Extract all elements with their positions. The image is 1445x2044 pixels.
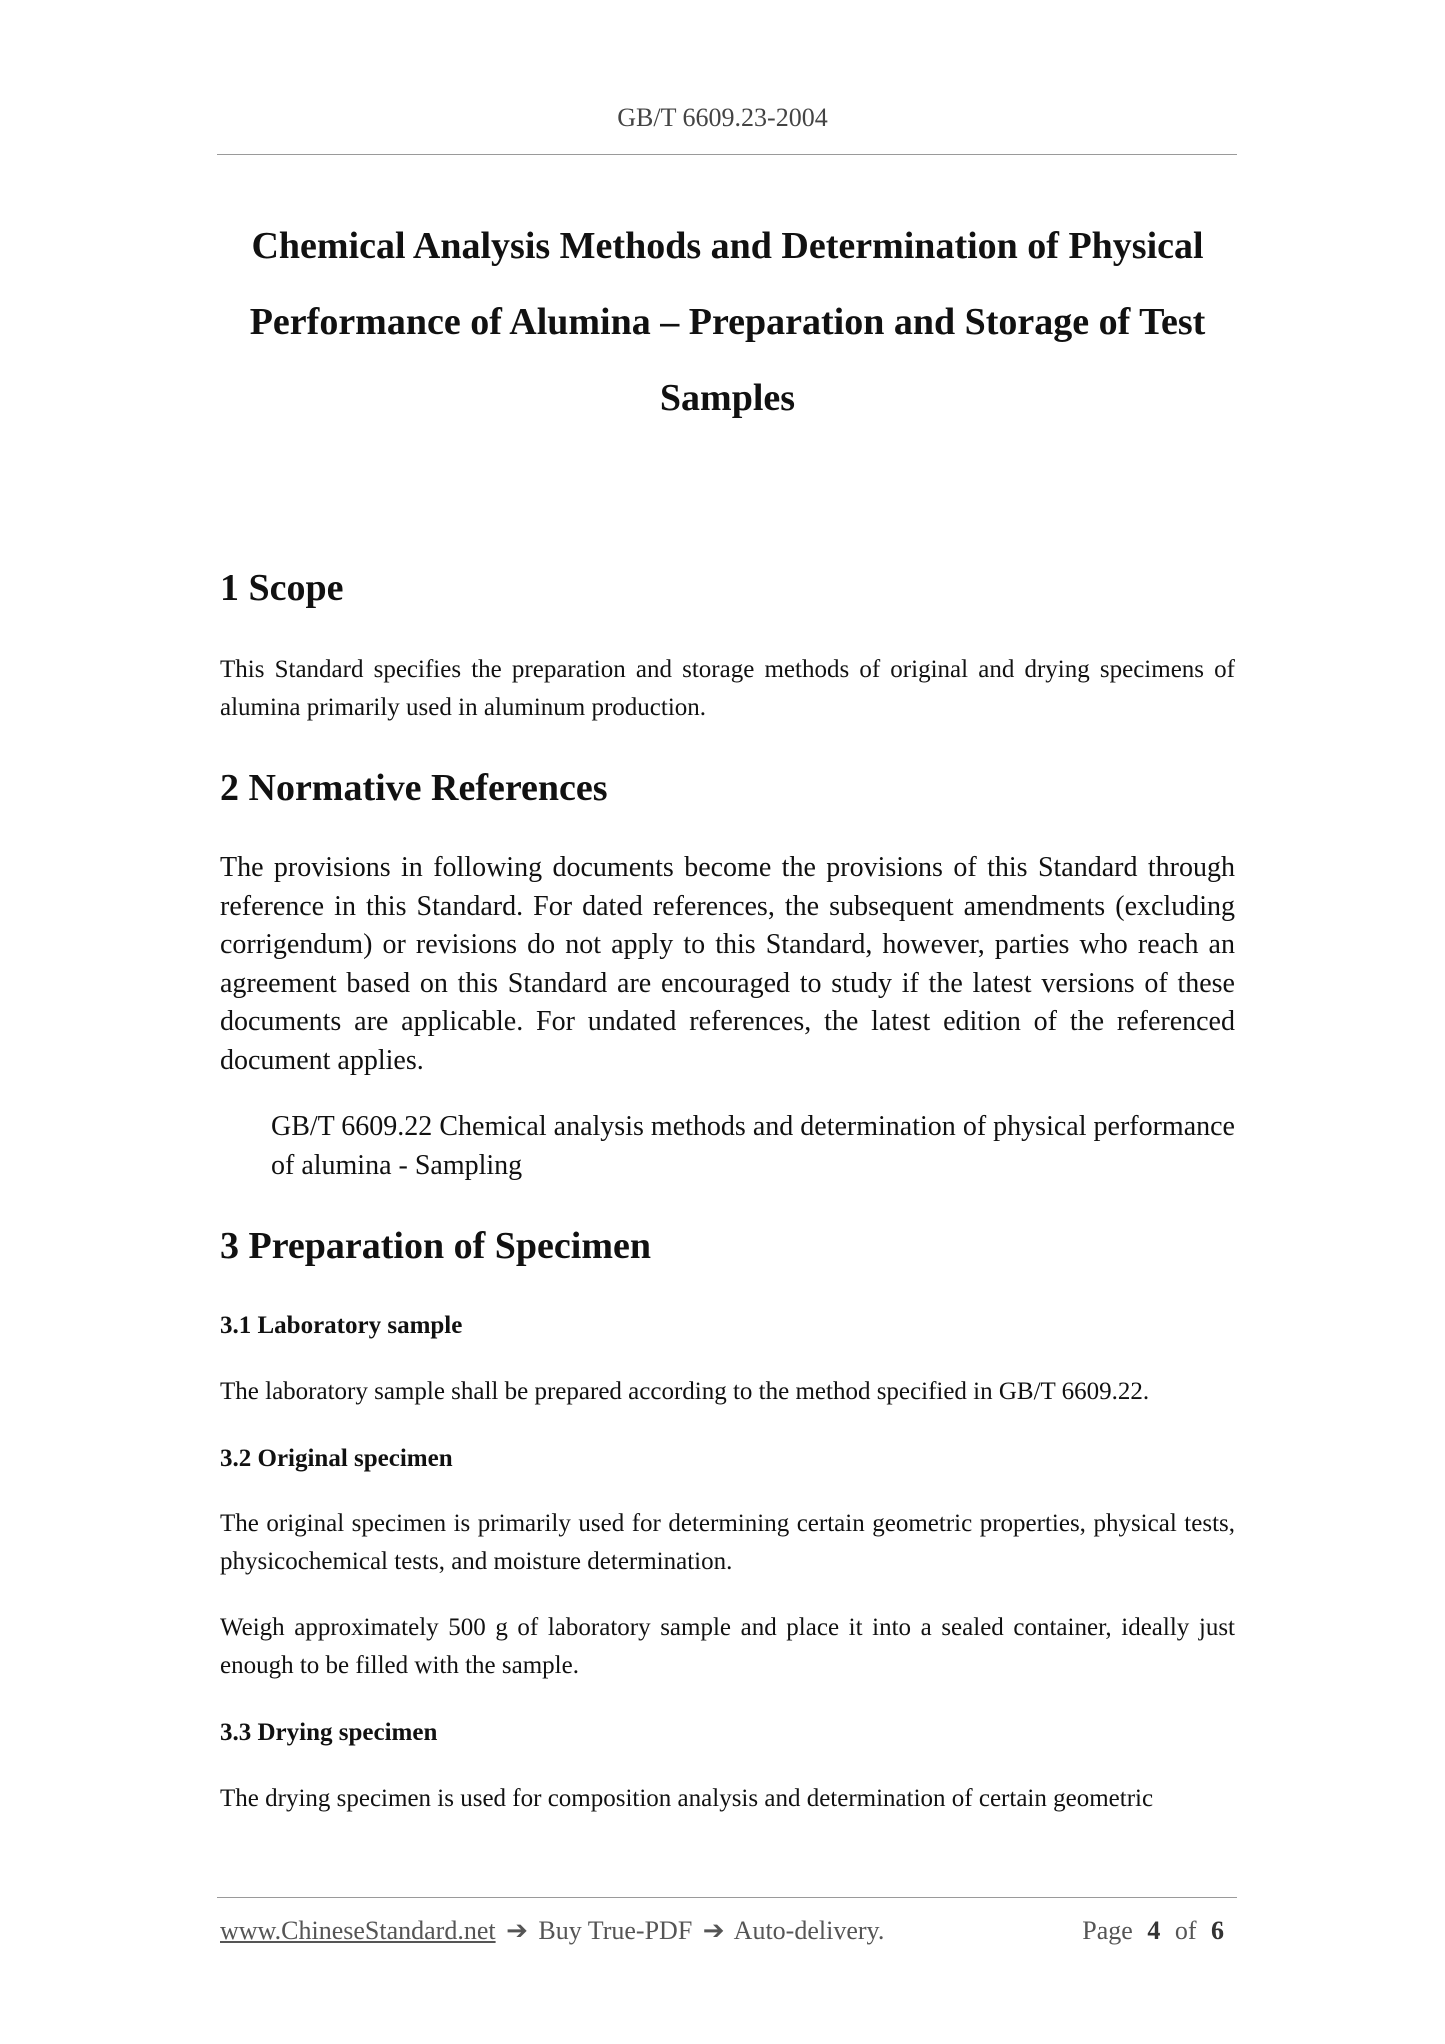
scope-paragraph: This Standard specifies the preparation and storage methods of original and drying specimens of alumina primarily used in aluminum production.: [220, 656, 1235, 721]
footer-divider: [217, 1897, 1237, 1898]
section-heading-scope: 1 Scope: [220, 567, 344, 609]
section-heading-preparation: 3 Preparation of Specimen: [220, 1225, 651, 1267]
arrow-right-icon: ➔: [506, 1916, 528, 1945]
subsection-heading-original-specimen: 3.2 Original specimen: [220, 1445, 453, 1472]
header-divider: [217, 154, 1237, 155]
page-total-number: 6: [1211, 1916, 1224, 1945]
normative-reference-item: GB/T 6609.22 Chemical analysis methods and determination of physical performance of alumina - Sampling: [271, 1111, 1235, 1181]
section-heading-normative-references: 2 Normative References: [220, 767, 608, 809]
subsection-heading-drying-specimen: 3.3 Drying specimen: [220, 1719, 438, 1746]
footer-website-link[interactable]: www.ChineseStandard.net: [220, 1916, 496, 1945]
document-body: [220, 556, 1235, 1818]
footer-delivery-text: Auto-delivery.: [733, 1916, 885, 1945]
drying-specimen-paragraph: The drying specimen is used for composition analysis and determination of certain geometric: [220, 1785, 1154, 1812]
page-current-number: 4: [1147, 1916, 1161, 1945]
original-specimen-paragraph-2: Weigh approximately 500 g of laboratory sample and place it into a sealed container, ideally just enough to be filled with the sample.: [220, 1614, 1235, 1679]
document-title: Chemical Analysis Methods and Determination of Physical Performance of Alumina – Preparation and Storage of Test Samples: [249, 225, 1206, 419]
subsection-heading-laboratory-sample: 3.1 Laboratory sample: [220, 1312, 463, 1339]
page-indicator: [1082, 1916, 1232, 1946]
laboratory-sample-paragraph: The laboratory sample shall be prepared according to the method specified in GB/T 6609.22.: [220, 1378, 1150, 1405]
normative-references-paragraph: The provisions in following documents become the provisions of this Standard through reference in this Standard. For dated references, the subsequent amendments (excluding corrigendum) or revisions do not apply to this Standard, however, parties who reach an agreement based on this Standard are encouraged to study if the latest versions of these documents are applicable. For undated references, the latest edition of the referenced document applies.: [220, 852, 1235, 1076]
arrow-right-icon: ➔: [702, 1916, 725, 1945]
page-of-label: of: [1174, 1916, 1197, 1945]
page-footer: [220, 1916, 1232, 1946]
page-label: Page: [1082, 1916, 1133, 1945]
footer-promo: [220, 1916, 884, 1946]
original-specimen-paragraph-1: The original specimen is primarily used for determining certain geometric properties, physical tests, physicochemical tests, and moisture determination.: [220, 1510, 1235, 1575]
header-standard-code: GB/T 6609.23-2004: [617, 103, 828, 132]
footer-buy-text: Buy True-PDF: [538, 1916, 693, 1945]
